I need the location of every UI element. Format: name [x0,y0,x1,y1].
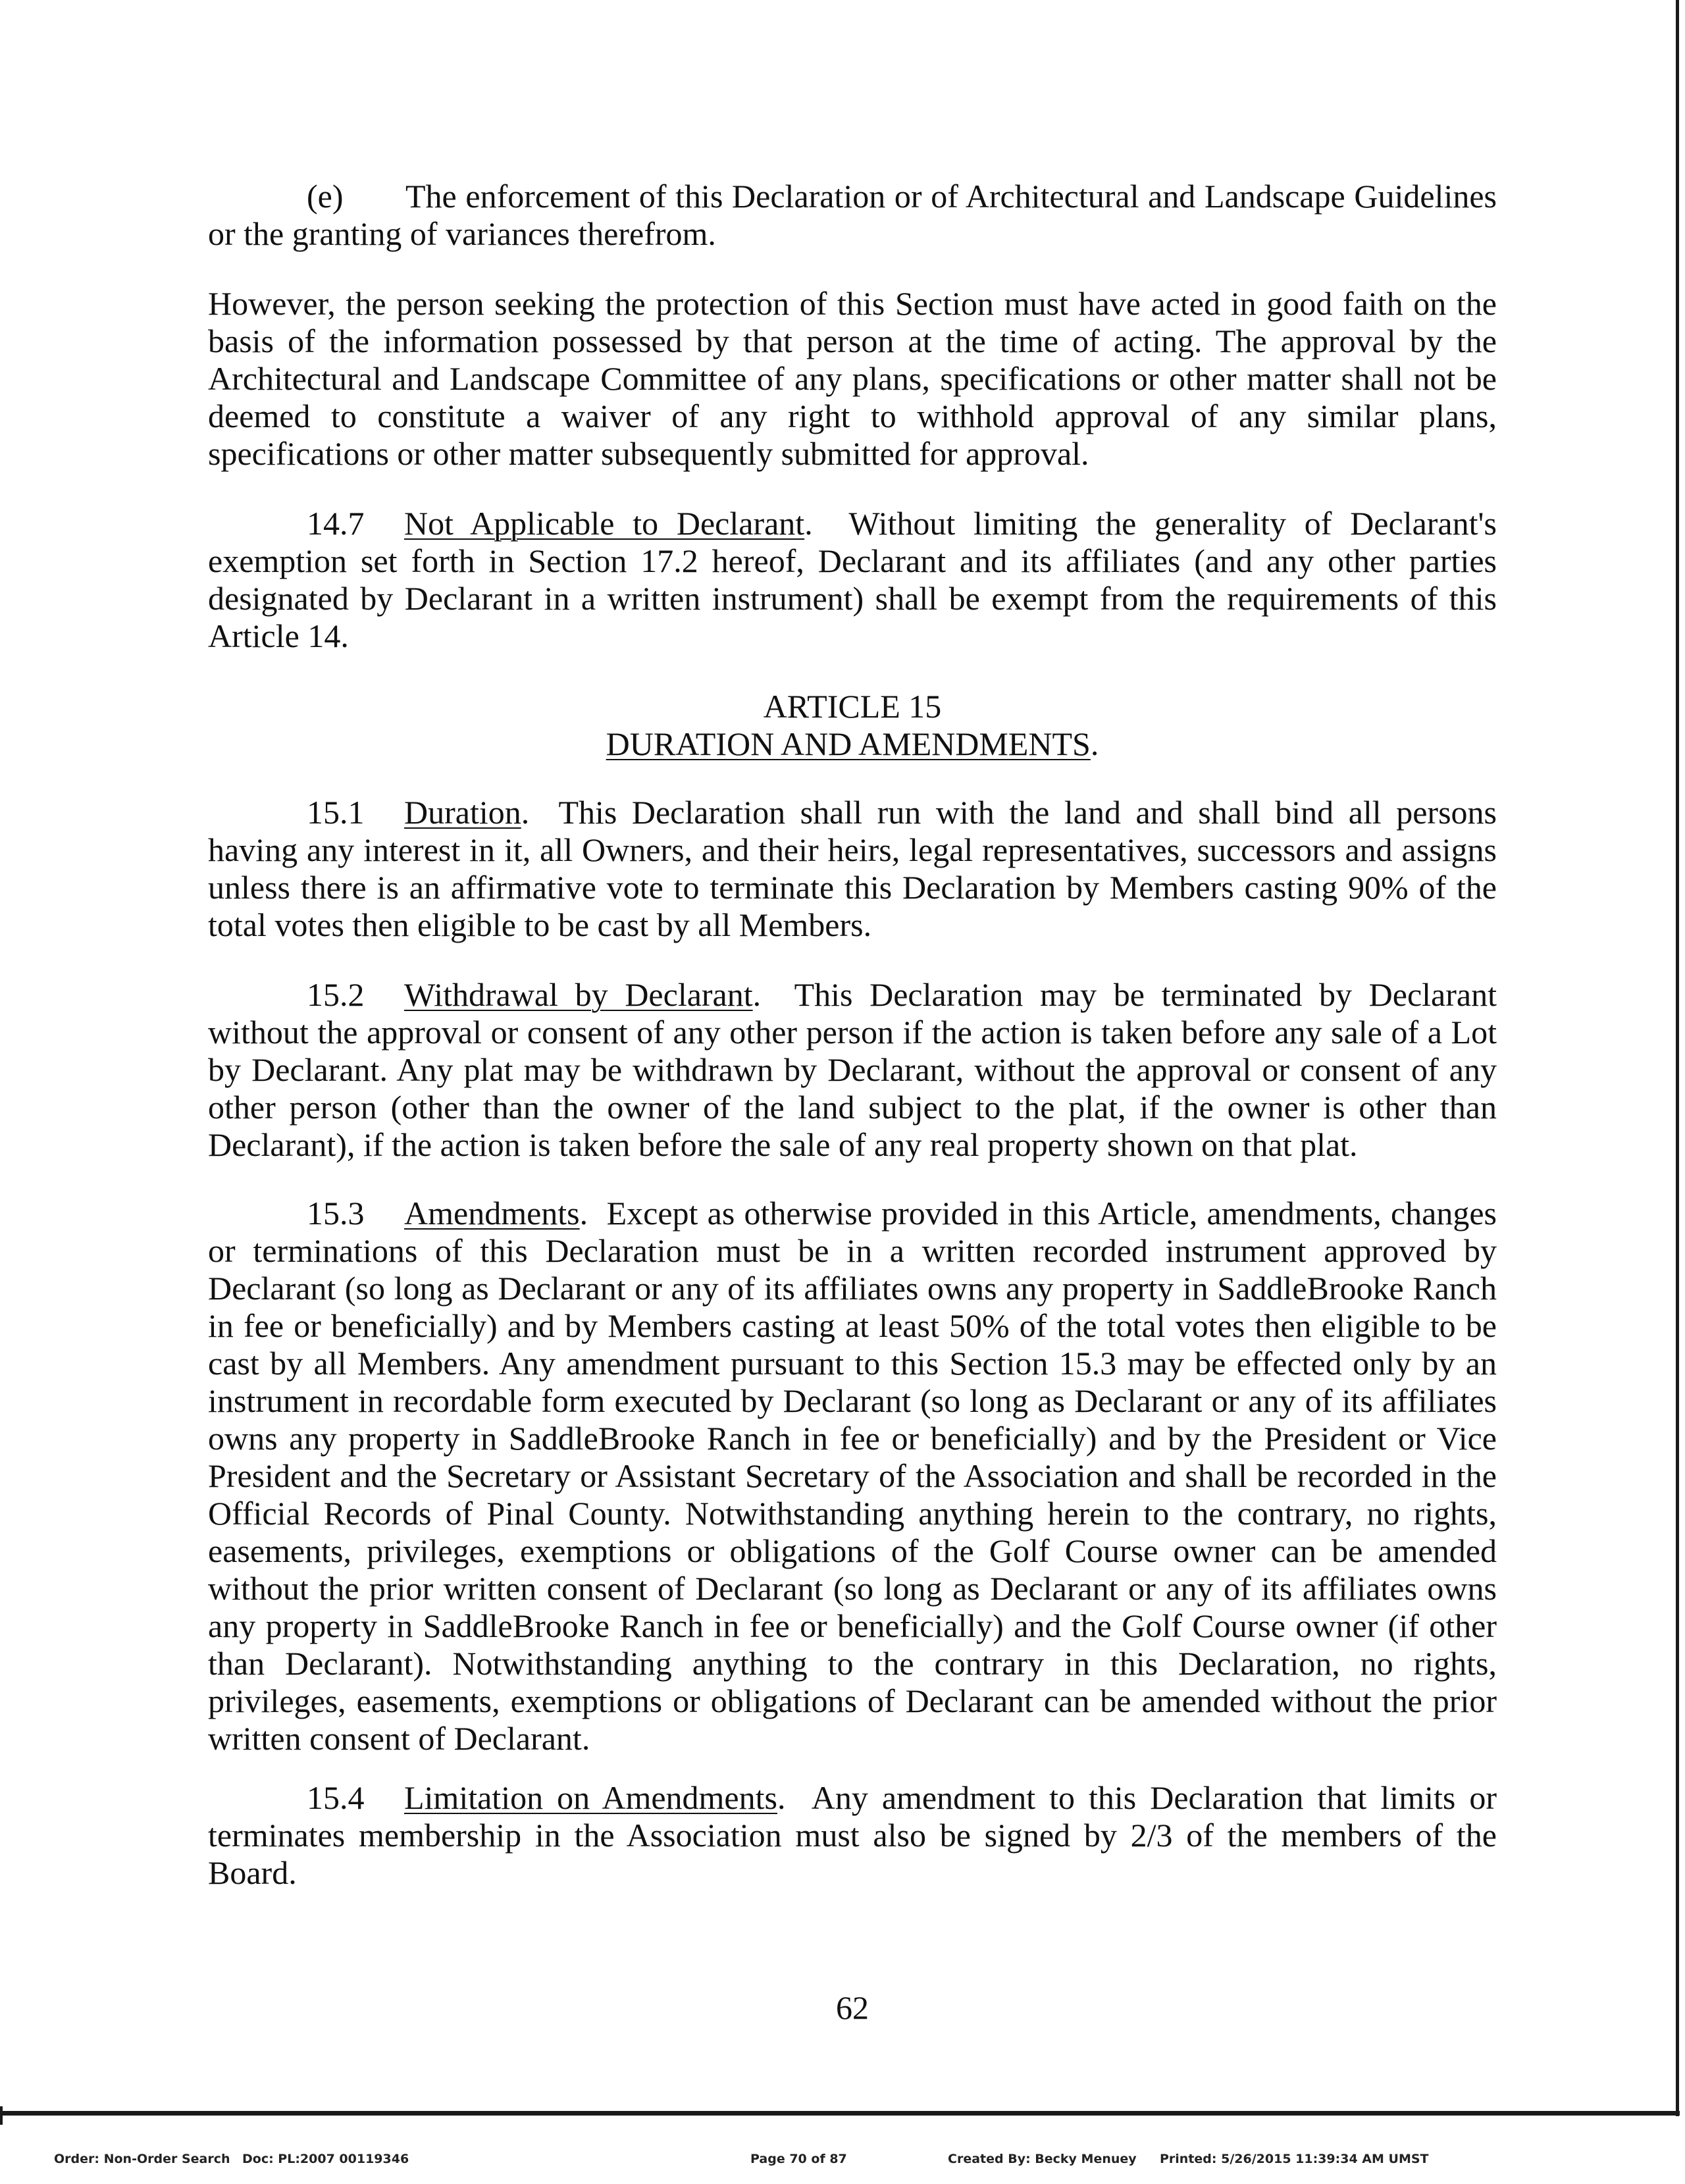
footer-created-by: Created By: Becky Menuey [948,2152,1137,2166]
section-14-7-heading: Not Applicable to Declarant [404,505,805,542]
section-15-3-text: Except as otherwise provided in this Article, amendments, changes or terminations of this Declaration must be in a written recorded instrument approved by Declarant (so long as Declarant or any of its affiliates owns any property in SaddleBrooke Ranch in fee or beneficially) and by Members casting at least 50% of the total votes then eligible to be cast by all Members. Any amendment pursuant to this Section 15.3 may be effected only by an instrument in recordable form executed by Declarant (so long as Declarant or any of its affiliates owns any property in SaddleBrooke Ranch in fee or beneficially) and by the President or Vice President and the Secretary or Assistant Secretary of the Association and shall be recorded in the Official Records of Pinal County. Notwithstanding anything herein to the contrary, no rights, easements, privileges, exemptions or obligations of the Golf Course owner can be amended without the prior written consent of Declarant (so long as Declarant or any of its affiliates owns any property in SaddleBrooke Ranch in fee or beneficially) and the Golf Course owner (if other than Declarant). Notwithstanding anything to the contrary in this Declaration, no rights, privileges, easements, exemptions or obligations of Declarant can be amended without the prior written consent of Declarant. [208,1195,1497,1757]
paragraph-e-label: (e) [307,178,344,215]
section-15-1-heading: Duration [404,794,521,831]
scan-bottom-border [0,2111,1680,2116]
section-15-3: 15.3 Amendments. Except as otherwise provided in this Article, amendments, changes or terminations of this Declaration must be in a written recorded instrument approved by Declarant (so long as Declarant or any of its affiliates owns any property in SaddleBrooke Ranch in fee or beneficially) and by Members casting at least 50% of the total votes then eligible to be cast by all Members. Any amendment pursuant to this Section 15.3 may be effected only by an instrument in recordable form executed by Declarant (so long as Declarant or any of its affiliates owns any property in SaddleBrooke Ranch in fee or beneficially) and by the President or Vice President and the Secretary or Assistant Secretary of the Association and shall be recorded in the Official Records of Pinal County. Notwithstanding anything herein to the contrary, no rights, easements, privileges, exemptions or obligations of the Golf Course owner can be amended without the prior written consent of Declarant (so long as Declarant or any of its affiliates owns any property in SaddleBrooke Ranch in fee or beneficially) and the Golf Course owner (if other than Declarant). Notwithstanding anything to the contrary in this Declaration, no rights, privileges, easements, exemptions or obligations of Declarant can be amended without the prior written consent of Declarant. [208,1195,1497,1757]
page-number: 62 [836,1989,869,2026]
section-15-4: 15.4 Limitation on Amendments. Any amendment to this Declaration that limits or terminates membership in the Association must also be signed by 2/3 of the members of the Board. [208,1779,1497,1891]
footer-order: Order: Non-Order Search [54,2152,230,2166]
section-15-1: 15.1 Duration. This Declaration shall run with the land and shall bind all persons having any interest in it, all Owners, and their heirs, legal representatives, successors and assigns unless there is an affirmative vote to terminate this Declaration by Members casting 90% of the total votes then eligible to be cast by all Members. [208,794,1497,943]
footer-printed: Printed: 5/26/2015 11:39:34 AM UMST [1160,2152,1429,2166]
article-number: ARTICLE 15 [763,688,942,725]
section-14-7: 14.7 Not Applicable to Declarant. Without limiting the generality of Declarant's exemption set forth in Section 17.2 hereof, Declarant and its affiliates (and any other parties designated by Declarant in a written instrument) shall be exempt from the requirements of this Article 14. [208,505,1497,654]
section-15-2-number: 15.2 [307,976,365,1013]
article-title-line: DURATION AND AMENDMENTS. [606,725,1099,762]
section-15-2: 15.2 Withdrawal by Declarant. This Declaration may be terminated by Declarant without the approval or consent of any other person if the action is taken before any sale of a Lot by Declarant. Any plat may be withdrawn by Declarant, without the approval or consent of any other person (other than the owner of the land subject to the plat, if the owner is other than Declarant), if the action is taken before the sale of any real property shown on that plat. [208,976,1497,1163]
section-15-2-heading: Withdrawal by Declarant [404,976,753,1013]
footer-doc: Doc: PL:2007 00119346 [242,2152,409,2166]
article-title: DURATION AND AMENDMENTS [606,725,1091,762]
scan-left-tick [0,2106,3,2125]
paragraph-e [208,178,1497,253]
section-15-4-heading: Limitation on Amendments [404,1779,777,1816]
footer-page: Page 70 of 87 [750,2152,847,2166]
section-15-3-number: 15.3 [307,1195,365,1232]
section-15-1-number: 15.1 [307,794,365,831]
section-15-3-heading: Amendments [404,1195,580,1232]
scan-right-border [1676,0,1679,2116]
section-14-7-number: 14.7 [307,505,365,542]
paragraph-however: However, the person seeking the protection of this Section must have acted in good faith on the basis of the information possessed by that person at the time of acting. The approval by the Architectural and Landscape Committee of any plans, specifications or other matter shall not be deemed to constitute a waiver of any right to withhold approval of any similar plans, specifications or other matter subsequently submitted for approval. [208,285,1497,472]
paragraph-e-text: The enforcement of this Declaration or of Architectural and Landscape Guidelines or the granting of variances therefrom. [208,178,1497,252]
section-15-4-text: Any amendment to this Declaration that limits or terminates membership in the Association must also be signed by 2/3 of the members of the Board. [208,1779,1497,1891]
section-15-1-text: This Declaration shall run with the land and shall bind all persons having any interest in it, all Owners, and their heirs, legal representatives, successors and assigns unless there is an affirmative vote to terminate this Declaration by Members casting 90% of the total votes then eligible to be cast by all Members. [208,794,1497,943]
section-15-4-number: 15.4 [307,1779,365,1816]
section-14-7-text: Without limiting the generality of Declarant's exemption set forth in Section 17.2 hereof, Declarant and its affiliates (and any other parties designated by Declarant in a written instrument) shall be exempt from the requirements of this Article 14. [208,505,1497,654]
section-15-2-text: This Declaration may be terminated by Declarant without the approval or consent of any other person if the action is taken before any sale of a Lot by Declarant. Any plat may be withdrawn by Declarant, without the approval or consent of any other person (other than the owner of the land subject to the plat, if the owner is other than Declarant), if the action is taken before the sale of any real property shown on that plat. [208,976,1497,1163]
